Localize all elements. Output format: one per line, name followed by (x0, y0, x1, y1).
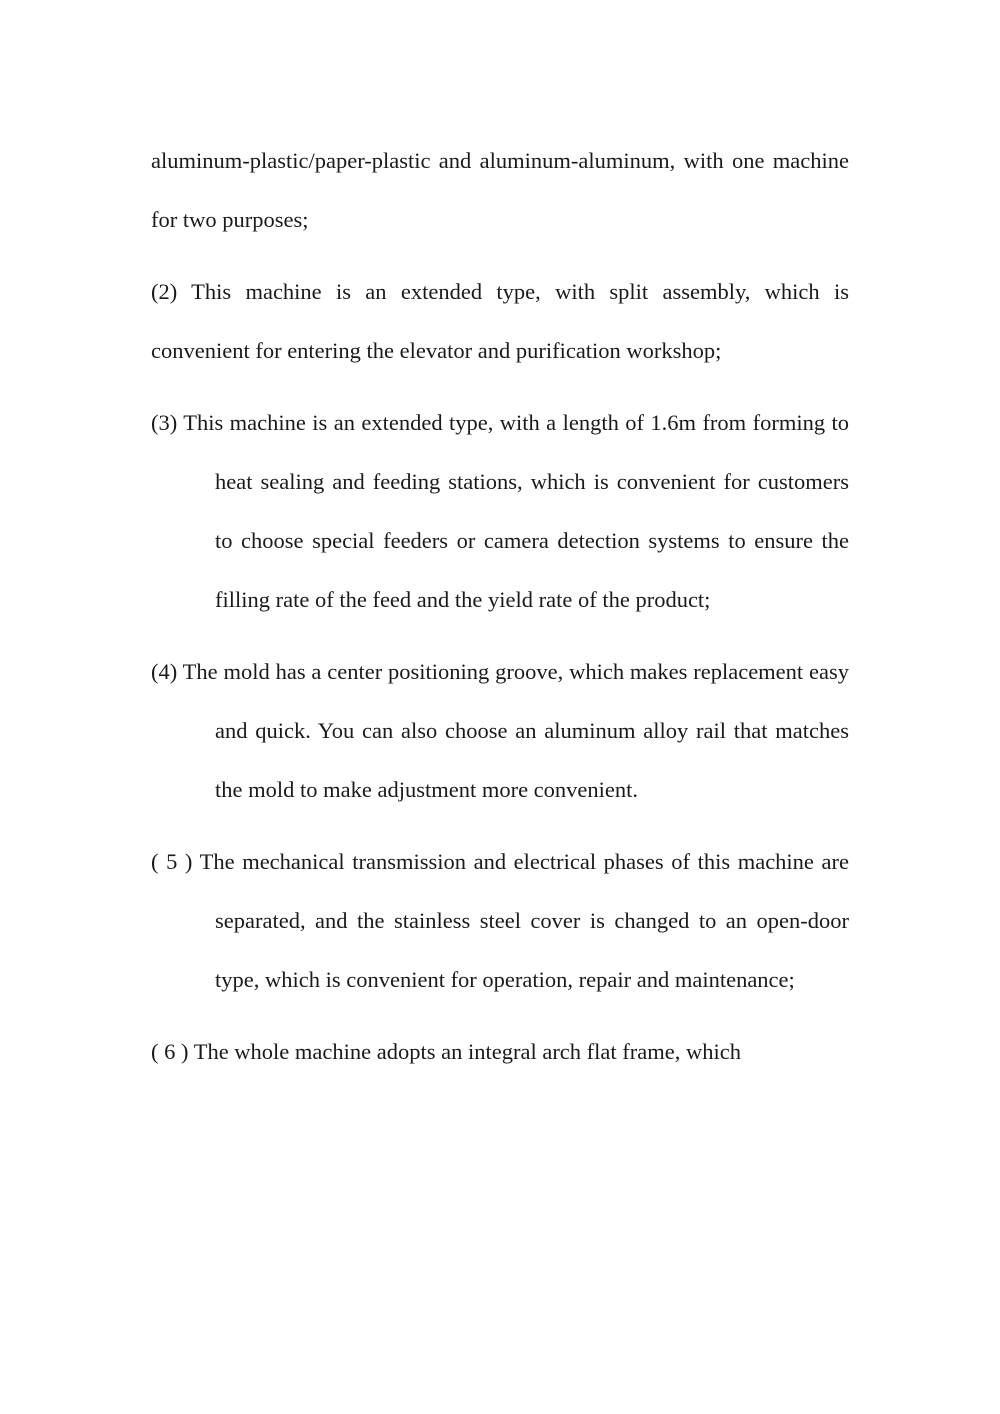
list-item-2: (2) This machine is an extended type, with split assembly, which is convenient for entering the elevator and purification workshop; (151, 279, 849, 363)
paragraph-continuation: aluminum-plastic/paper-plastic and aluminum-aluminum, with one machine for two purposes; (151, 148, 849, 232)
list-item-5: ( 5 ) The mechanical transmission and electrical phases of this machine are separated, and the stainless steel cover is changed to an open-door type, which is convenient for operation, repair and maintenance; (151, 849, 849, 992)
body-text (151, 131, 849, 1081)
list-item-3: (3) This machine is an extended type, with a length of 1.6m from forming to heat sealing and feeding stations, which is convenient for customers to choose special feeders or camera detection systems to ensure the filling rate of the feed and the yield rate of the product; (151, 410, 849, 612)
list-item-4: (4) The mold has a center positioning groove, which makes replacement easy and quick. You can also choose an aluminum alloy rail that matches the mold to make adjustment more convenient. (151, 659, 849, 802)
list-item-6: ( 6 ) The whole machine adopts an integral arch flat frame, which (151, 1039, 741, 1064)
